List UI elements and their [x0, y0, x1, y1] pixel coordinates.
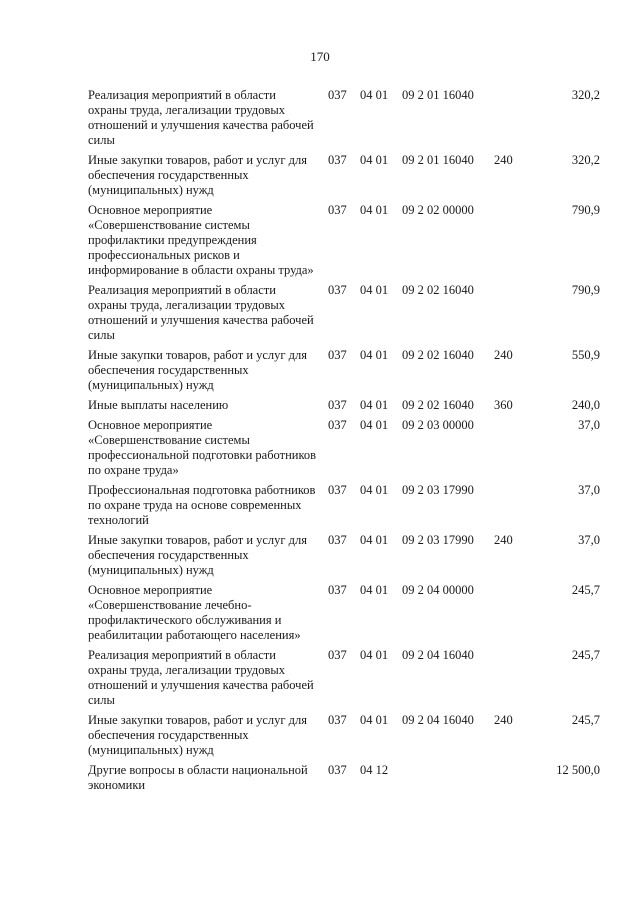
- budget-table: [88, 88, 600, 798]
- row-name: Иные закупки товаров, работ и услуг для обеспечения государственных (муниципальных) нужд: [88, 713, 308, 757]
- row-section-code: 04 01: [360, 348, 389, 362]
- row-target-code: 09 2 01 16040: [402, 153, 474, 167]
- row-ministry-code: 037: [328, 583, 347, 597]
- row-name: Основное мероприятие «Совершенствование лечебно-профилактического обслуживания и реабилитации работающего населения»: [88, 583, 301, 642]
- row-expense-type-code: 360: [494, 398, 513, 412]
- row-ministry-code: 037: [328, 348, 347, 362]
- row-target-code: 09 2 03 17990: [402, 533, 474, 547]
- row-expense-type-code: 240: [494, 153, 513, 167]
- table-row: [88, 283, 600, 343]
- table-row: [88, 203, 600, 278]
- row-name: Другие вопросы в области национальной экономики: [88, 763, 308, 792]
- table-row: [88, 153, 600, 198]
- table-row: [88, 348, 600, 393]
- table-row: [88, 583, 600, 643]
- row-ministry-code: 037: [328, 418, 347, 432]
- row-expense-type-code: 240: [494, 533, 513, 547]
- row-section-code: 04 01: [360, 418, 389, 432]
- row-amount: 245,7: [571, 713, 600, 727]
- row-expense-type-code: 240: [494, 348, 513, 362]
- row-ministry-code: 037: [328, 713, 347, 727]
- row-name: Иные закупки товаров, работ и услуг для обеспечения государственных (муниципальных) нужд: [88, 348, 308, 392]
- row-name: Иные выплаты населению: [88, 398, 229, 412]
- row-amount: 320,2: [571, 153, 600, 167]
- row-amount: 37,0: [578, 418, 600, 432]
- row-name: Реализация мероприятий в области охраны труда, легализации трудовых отношений и улучшения качества рабочей силы: [88, 648, 314, 707]
- table-row: [88, 763, 600, 793]
- row-target-code: 09 2 04 16040: [402, 648, 474, 662]
- row-name: Профессиональная подготовка работников по охране труда на основе современных технологий: [88, 483, 316, 527]
- row-name: Иные закупки товаров, работ и услуг для обеспечения государственных (муниципальных) нужд: [88, 533, 308, 577]
- row-ministry-code: 037: [328, 203, 347, 217]
- row-section-code: 04 01: [360, 583, 389, 597]
- row-section-code: 04 01: [360, 398, 389, 412]
- row-section-code: 04 12: [360, 763, 389, 777]
- row-ministry-code: 037: [328, 483, 347, 497]
- table-row: [88, 483, 600, 528]
- row-ministry-code: 037: [328, 283, 347, 297]
- row-amount: 245,7: [571, 648, 600, 662]
- row-section-code: 04 01: [360, 203, 389, 217]
- row-amount: 37,0: [578, 533, 600, 547]
- row-name: Основное мероприятие «Совершенствование системы профессиональной подготовки работников по охране труда»: [88, 418, 317, 477]
- row-target-code: 09 2 03 17990: [402, 483, 474, 497]
- row-name: Реализация мероприятий в области охраны труда, легализации трудовых отношений и улучшения качества рабочей силы: [88, 283, 314, 342]
- row-section-code: 04 01: [360, 153, 389, 167]
- row-target-code: 09 2 02 00000: [402, 203, 474, 217]
- row-ministry-code: 037: [328, 763, 347, 777]
- table-row: [88, 398, 600, 413]
- row-amount: 37,0: [578, 483, 600, 497]
- row-name: Реализация мероприятий в области охраны труда, легализации трудовых отношений и улучшения качества рабочей силы: [88, 88, 314, 147]
- row-section-code: 04 01: [360, 88, 389, 102]
- table-row: [88, 648, 600, 708]
- row-name: Иные закупки товаров, работ и услуг для обеспечения государственных (муниципальных) нужд: [88, 153, 308, 197]
- row-amount: 790,9: [571, 203, 600, 217]
- row-ministry-code: 037: [328, 533, 347, 547]
- row-section-code: 04 01: [360, 533, 389, 547]
- page-number: 170: [310, 49, 330, 64]
- row-section-code: 04 01: [360, 283, 389, 297]
- row-section-code: 04 01: [360, 713, 389, 727]
- row-ministry-code: 037: [328, 88, 347, 102]
- row-amount: 240,0: [571, 398, 600, 412]
- row-target-code: 09 2 03 00000: [402, 418, 474, 432]
- row-amount: 550,9: [571, 348, 600, 362]
- row-target-code: 09 2 02 16040: [402, 398, 474, 412]
- row-section-code: 04 01: [360, 648, 389, 662]
- row-target-code: 09 2 02 16040: [402, 283, 474, 297]
- row-target-code: 09 2 01 16040: [402, 88, 474, 102]
- table-row: [88, 88, 600, 148]
- row-section-code: 04 01: [360, 483, 389, 497]
- row-amount: 790,9: [571, 283, 600, 297]
- row-ministry-code: 037: [328, 153, 347, 167]
- row-amount: 245,7: [571, 583, 600, 597]
- table-row: [88, 713, 600, 758]
- table-row: [88, 418, 600, 478]
- table-row: [88, 533, 600, 578]
- row-target-code: 09 2 04 16040: [402, 713, 474, 727]
- row-name: Основное мероприятие «Совершенствование системы профилактики предупреждения профессиональных рисков и информирование в области охраны труда»: [88, 203, 314, 277]
- row-amount: 320,2: [571, 88, 600, 102]
- row-expense-type-code: 240: [494, 713, 513, 727]
- row-target-code: 09 2 04 00000: [402, 583, 474, 597]
- row-target-code: 09 2 02 16040: [402, 348, 474, 362]
- row-amount: 12 500,0: [556, 763, 600, 777]
- row-ministry-code: 037: [328, 398, 347, 412]
- row-ministry-code: 037: [328, 648, 347, 662]
